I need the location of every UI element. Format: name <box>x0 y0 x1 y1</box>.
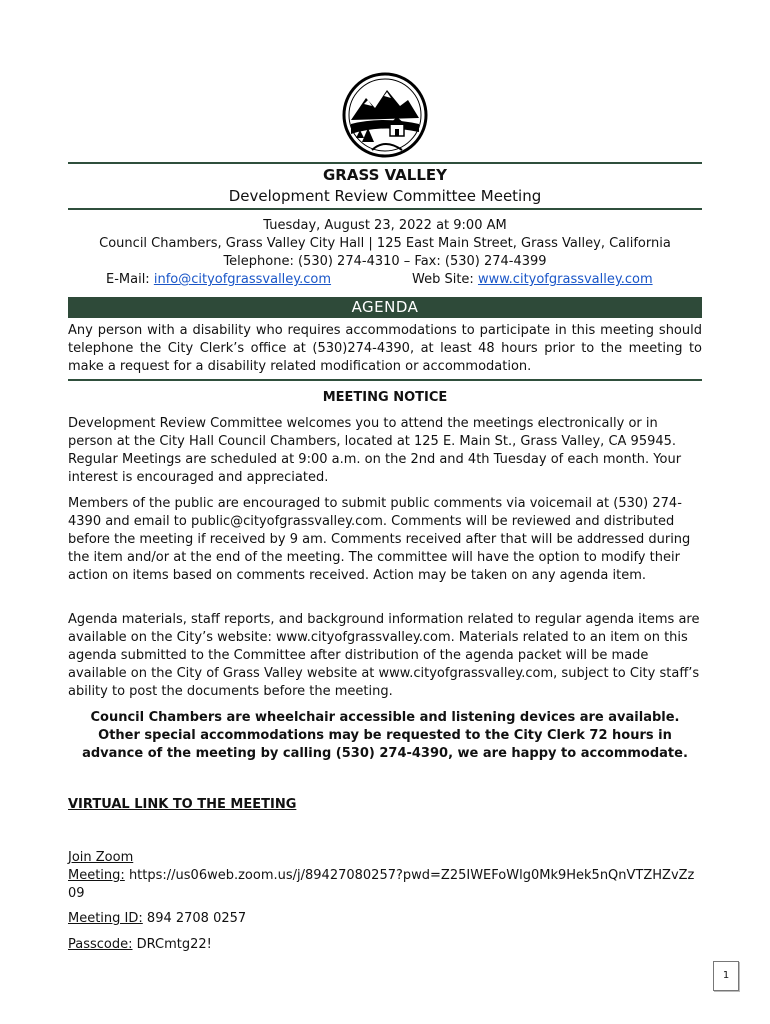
page-number: 1 <box>713 961 739 991</box>
meeting-notice-heading: MEETING NOTICE <box>322 390 448 405</box>
disability-notice: Any person with a disability who requires accommodations to participate in this meeting should telephone the City Clerk’s office at (530)274-4390, at least 48 hours prior to the meeting to make a request for a disability related modification or accommodation. <box>68 323 702 374</box>
meeting-id-value: 894 2708 0257 <box>146 911 247 926</box>
meeting-label: Meeting: <box>68 868 125 883</box>
meeting-location: Council Chambers, Grass Valley City Hall | 125 East Main Street, Grass Valley, California <box>99 236 671 251</box>
meeting-notice-paragraph-2: Members of the public are encouraged to submit public comments via voicemail at (530) 274-4390 and email to public@cityofgrassvalley.com. Comments will be reviewed and distributed before the meeting if received by 9 am. Comments received after that will be addressed during the item and/or at the end of the meeting. The committee will have the option to modify their action on items based on comments received. Action may be taken on any agenda item. <box>68 496 691 583</box>
notice-rule <box>68 379 702 381</box>
virtual-link-heading: VIRTUAL LINK TO THE MEETING <box>68 797 297 812</box>
zoom-meeting-line <box>68 867 702 903</box>
contact-phone: Telephone: (530) 274-4310 – Fax: (530) 274-4399 <box>223 254 547 269</box>
agenda-banner: AGENDA <box>68 297 702 318</box>
meeting-notice-paragraph-3: Agenda materials, staff reports, and background information related to regular agenda items are available on the City’s website: www.cityofgrassvalley.com. Materials related to an item on this agenda submitted to the Committee after distribution of the agenda packet will be made available on the City of Grass Valley website at www.cityofgrassvalley.com, subject to City staff’s ability to post the documents before the meeting. <box>68 612 700 699</box>
grass-valley-seal-icon <box>342 72 428 158</box>
website-link[interactable]: www.cityofgrassvalley.com <box>477 272 653 287</box>
website-label: Web Site: <box>412 272 474 287</box>
header-bottom-rule <box>68 208 702 210</box>
email-label: E-Mail: <box>106 272 150 287</box>
zoom-meeting-url[interactable]: https://us06web.zoom.us/j/89427080257?pwd=Z25IWEFoWlg0Mk9Hek5nQnVTZHZvZz09 <box>68 868 695 901</box>
org-name: GRASS VALLEY <box>322 166 448 184</box>
join-zoom-label: Join Zoom <box>68 850 134 865</box>
meeting-title: Development Review Committee Meeting <box>228 187 542 205</box>
passcode-line <box>68 936 702 954</box>
meeting-id-line <box>68 910 702 928</box>
header-top-rule <box>68 162 702 164</box>
email-line <box>106 271 331 289</box>
meeting-date: Tuesday, August 23, 2022 at 9:00 AM <box>263 218 507 233</box>
passcode-label: Passcode: <box>68 937 133 952</box>
email-link[interactable]: info@cityofgrassvalley.com <box>153 272 332 287</box>
accessibility-notice: Council Chambers are wheelchair accessible and listening devices are available. Other special accommodations may be requested to the City Clerk 72 hours in advance of the meeting by calling (530) 274-4390, we are happy to accommodate. <box>82 710 688 761</box>
passcode-value: DRCmtg22! <box>136 937 212 952</box>
meeting-notice-paragraph-1: Development Review Committee welcomes you to attend the meetings electronically or in person at the City Hall Council Chambers, located at 125 E. Main St., Grass Valley, CA 95945. Regular Meetings are scheduled at 9:00 a.m. on the 2nd and 4th Tuesday of each month. Your interest is encouraged and appreciated. <box>68 416 682 485</box>
website-line <box>412 271 653 289</box>
meeting-id-label: Meeting ID: <box>68 911 143 926</box>
